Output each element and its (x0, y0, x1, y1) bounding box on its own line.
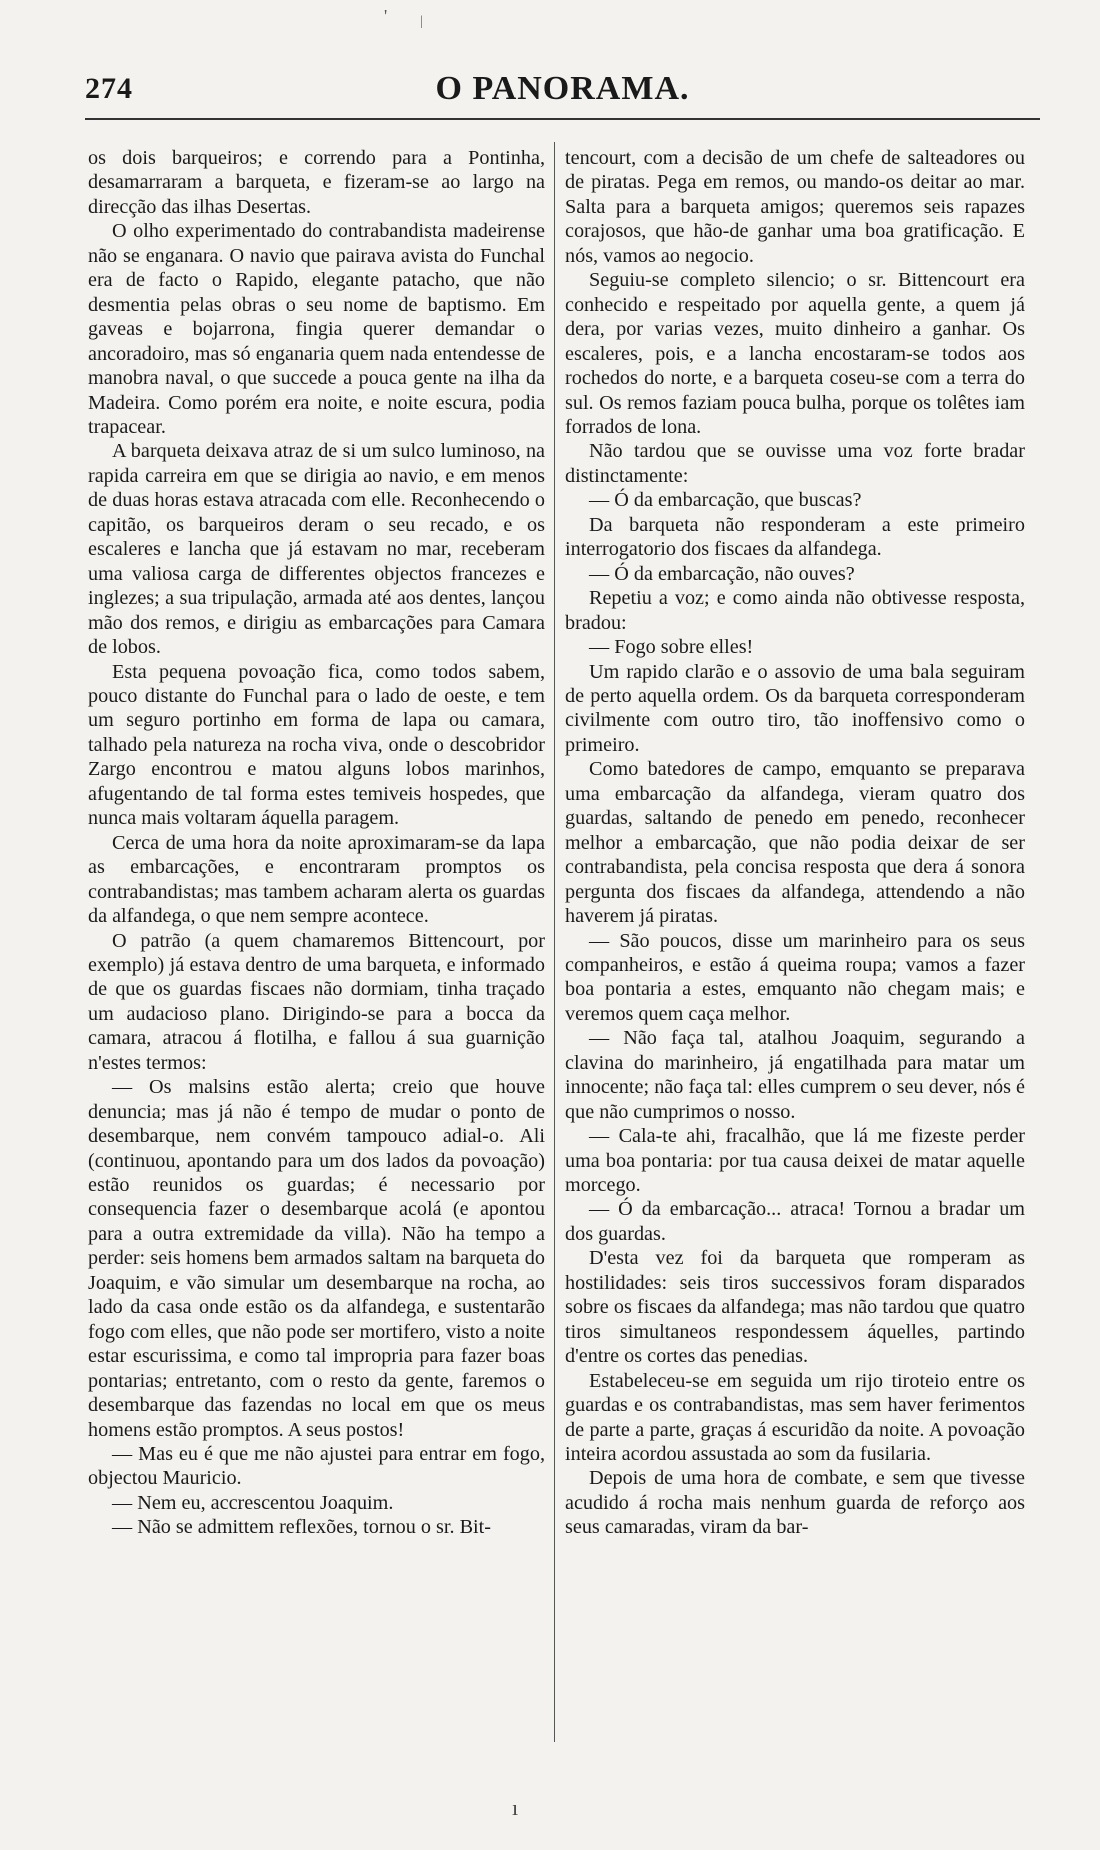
paragraph: Da barqueta não responderam a este primeiro interrogatorio dos fiscaes da alfandega. (565, 513, 1025, 561)
paragraph: Como batedores de campo, emquanto se preparava uma embarcação da alfandega, vieram quatro dos guardas, saltando de penedo em penedo, reconhecer melhor a embarcação, que não podia deixar de ser contrabandista, pela concisa resposta que dera á sonora pergunta dos fiscaes da alfandega, attendendo a não haverem já piratas. (565, 758, 1025, 928)
paragraph: Estabeleceu-se em seguida um rijo tiroteio entre os guardas e os contrabandistas, mas sem haver ferimentos de parte a parte, graças á escuridão da noite. A povoação inteira acordou assustada ao som da fusilaria. (565, 1369, 1025, 1466)
paragraph: — Ó da embarcação, que buscas? (589, 489, 862, 512)
scan-mark: ı (512, 1795, 519, 1820)
paragraph: — Fogo sobre elles! (589, 636, 754, 659)
page-number: 274 (85, 72, 133, 105)
paragraph: — São poucos, disse um marinheiro para os seus companheiros, e estão á queima roupa; vamos a fazer boa pontaria a estes, emquanto não chegam mais; e veremos quem caça melhor. (565, 929, 1025, 1025)
paragraph: Cerca de uma hora da noite aproximaram-se da lapa as embarcações, e encontraram promptos os contrabandistas; mas tambem acharam alerta os guardas da alfandega, o que nem sempre acontece. (88, 831, 545, 928)
header-rule (85, 118, 1040, 120)
paragraph: — Não faça tal, atalhou Joaquim, segurando a clavina do marinheiro, já engatilhada para matar um innocente; não faça tal: elles cumprem o seu dever, nós é que não cumprimos o nosso. (565, 1027, 1025, 1123)
paragraph: — Cala-te ahi, fracalhão, que lá me fizeste perder uma boa pontaria: por tua causa deixei de matar aquelle morcego. (565, 1125, 1025, 1197)
paragraph: — Ó da embarcação... atraca! Tornou a bradar um dos guardas. (565, 1198, 1025, 1245)
page-header (85, 66, 1040, 114)
paragraph: Esta pequena povoação fica, como todos sabem, pouco distante do Funchal para o lado de oeste, e tem um seguro portinho em forma de lapa ou camara, talhado pela natureza na rocha viva, onde o descobridor Zargo encontrou e matou alguns lobos marinhos, afugentando de tal forma estes temiveis hospedes, que nunca mais voltaram áquella paragem. (88, 660, 545, 830)
paragraph: Repetiu a voz; e como ainda não obtivesse resposta, bradou: (565, 587, 1025, 634)
paragraph: os dois barqueiros; e correndo para a Pontinha, desamarraram a barqueta, e fizeram-se ao largo na direcção das ilhas Desertas. (88, 147, 545, 218)
paragraph: Um rapido clarão e o assovio de uma bala seguiram de perto aquella ordem. Os da barqueta corresponderam civilmente com outro tiro, tão inoffensivo como o primeiro. (565, 660, 1025, 756)
paragraph: Não tardou que se ouvisse uma voz forte bradar distinctamente: (565, 440, 1025, 487)
scan-mark: | (420, 14, 423, 29)
paragraph: O olho experimentado do contrabandista madeirense não se enganara. O navio que pairava avista do Funchal era de facto o Rapido, elegante patacho, que não desmentia pelas obras o seu nome de baptismo. Em gaveas e bojarrona, fingia querer demandar o ancoradoiro, mas só enganaria quem nada entendesse de manobra naval, o que succede a pouca gente na ilha da Madeira. Como porém era noite, e noite escura, podia trapacear. (88, 220, 545, 438)
scan-mark: ' (384, 6, 388, 26)
left-column (88, 146, 545, 1540)
paragraph: Seguiu-se completo silencio; o sr. Bittencourt era conhecido e respeitado por aquella gente, a quem já dera, por varias vezes, muito dinheiro a ganhar. Os escaleres, pois, e a lancha encostaram-se todos aos rochedos do norte, e a barqueta coseu-se com a terra do sul. Os remos faziam pouca bulha, porque os tolêtes iam forrados de lona. (565, 269, 1025, 438)
column-divider (554, 142, 555, 1742)
paragraph: — Mas eu é que me não ajustei para entrar em fogo, objectou Mauricio. (88, 1443, 545, 1490)
paragraph: — Os malsins estão alerta; creio que houve denuncia; mas já não é tempo de mudar o ponto de desembarque, nem convém tampouco adial-o. Ali (continuou, apontando para um dos lados da povoação) estão reunidos os guardas; é necessario por consequencia fazer o desembarque acolá (e apontou para a outra extremidade da villa). Não ha tempo a perder: seis homens bem armados saltam na barqueta do Joaquim, e vão simular um desembarque na rocha, ao lado da casa onde estão os da alfandega, e sustentarão fogo com elles, que não pode ser mortifero, visto a noite estar escurissima, e como tal impropria para fazer boas pontarias; entretanto, com o resto da gente, faremos o desembarque das fazendas no local em que os meus homens estão promptos. A seus postos! (88, 1076, 545, 1441)
paragraph: Depois de uma hora de combate, e sem que tivesse acudido á rocha mais nenhum guarda de reforço aos seus camaradas, viram da bar- (565, 1467, 1025, 1539)
paragraph: D'esta vez foi da barqueta que romperam as hostilidades: seis tiros successivos foram disparados sobre os fiscaes da alfandega; mas não tardou que quatro tiros simultaneos respondessem áquelles, partindo d'entre os cortes das penedias. (565, 1247, 1025, 1368)
paragraph: — Nem eu, accrescentou Joaquim. (112, 1491, 394, 1514)
paragraph: tencourt, com a decisão de um chefe de salteadores ou de piratas. Pega em remos, ou mando-os deitar ao mar. Salta para a barqueta amigos; queremos seis rapazes corajosos, que hão-de ganhar uma boa gratificação. E nós, vamos ao negocio. (565, 147, 1025, 267)
masthead-title: O PANORAMA. (435, 70, 690, 107)
right-column (565, 146, 1025, 1540)
paragraph: A barqueta deixava atraz de si um sulco luminoso, na rapida carreira em que se dirigia ao navio, e em menos de duas horas estava atracada com elle. Reconhecendo o capitão, os barqueiros deram o seu recado, e os escaleres e lancha que já estavam no mar, receberam uma valiosa carga de differentes objectos francezes e inglezes; a sua tripulação, armada até aos dentes, lançou mão dos remos, e dirigiu as embarcações para Camara de lobos. (88, 440, 545, 659)
paragraph: — Não se admittem reflexões, tornou o sr. Bit- (112, 1516, 491, 1539)
paragraph: — Ó da embarcação, não ouves? (589, 562, 855, 585)
paragraph: O patrão (a quem chamaremos Bittencourt, por exemplo) já estava dentro de uma barqueta, e informado de que os guardas fiscaes não dormiam, tinha traçado um audacioso plano. Dirigindo-se para a bocca da camara, atracou á flotilha, e fallou á sua guarnição n'estes termos: (88, 929, 545, 1074)
